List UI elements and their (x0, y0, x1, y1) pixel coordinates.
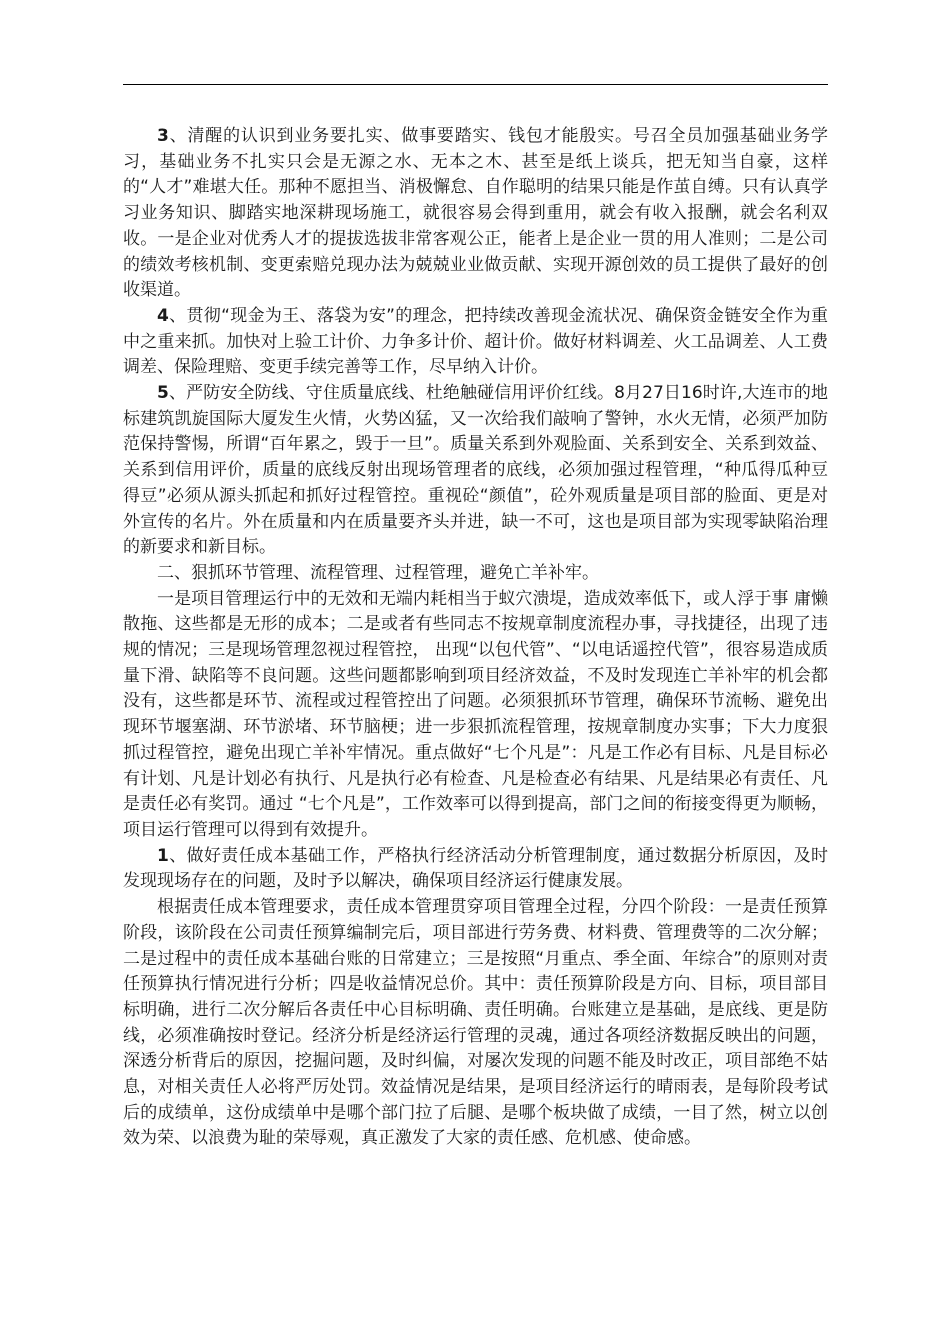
paragraph-text: 、贯彻“现金为王、落袋为安”的理念，把持续改善现金流状况、确保资金链安全作为重中之重来抓。加快对上验工计价、力争多计价、超计价。做好材料调差、火工品调差、人工费调差、保险理赔、变更手续完善等工作，尽早纳入计价。 (123, 305, 828, 378)
paragraph-text: 、做好责任成本基础工作，严格执行经济活动分析管理制度，通过数据分析原因，及时发现现场存在的问题，及时予以解决，确保项目经济运行健康发展。 (123, 845, 828, 892)
document-body (123, 124, 828, 1152)
paragraph-text: 一是项目管理运行中的无效和无端内耗相当于蚁穴溃堤，造成效率低下，或人浮于事 庸懒散拖、这些都是无形的成本；二是或者有些同志不按规章制度流程办事，寻找捷径，出现了违规的情况；三是现场管理忽视过程管控， 出现“以包代管”、“以电话遥控代管”，很容易造成质量下滑、缺陷等不良问题。这些问题都影响到项目经济效益，不及时发现连亡羊补牢的机会都没有，这些都是环节、流程或过程管控出了问题。必须狠抓环节管理，确保环节流畅、避免出现环节堰塞湖、环节淤堵、环节脑梗；进一步狠抓流程管理，按规章制度办实事；下大力度狠抓过程管控，避免出现亡羊补牢情况。重点做好“七个凡是”：凡是工作必有目标、凡是目标必有计划、凡是计划必有执行、凡是执行必有检查、凡是检查必有结果、凡是结果必有责任、凡是责任必有奖罚。通过 “七个凡是”，工作效率可以得到提高，部门之间的衔接变得更为顺畅，项目运行管理可以得到有效提升。 (123, 588, 828, 840)
paragraph-item-5 (123, 381, 828, 561)
paragraph-cost-management (123, 895, 828, 1152)
paragraph-section-2-body (123, 587, 828, 844)
header-rule (123, 84, 828, 85)
item-number: 3 (157, 126, 169, 146)
paragraph-text: 、严防安全防线、守住质量底线、杜绝触碰信用评价红线。8月27日16时许,大连市的地标建筑凯旋国际大厦发生火情，火势凶猛，又一次给我们敲响了警钟，水火无情，必须严加防范保持警惕，所谓“百年累之，毁于一旦”。质量关系到外观脸面、关系到安全、关系到效益、关系到信用评价，质量的底线反射出现场管理者的底线，必须加强过程管理，“种瓜得瓜种豆得豆”必须从源头抓起和抓好过程管控。重视砼“颜值”，砼外观质量是项目部的脸面、更是对外宣传的名片。外在质量和内在质量要齐头并进，缺一不可，这也是项目部为实现零缺陷治理的新要求和新目标。 (123, 383, 828, 558)
paragraph-item-4 (123, 304, 828, 381)
section-heading-2 (123, 561, 828, 587)
section-heading-text: 二、狠抓环节管理、流程管理、过程管理，避免亡羊补牢。 (157, 562, 599, 583)
item-number: 1 (157, 845, 169, 866)
item-number: 4 (157, 305, 169, 326)
paragraph-item-1 (123, 844, 828, 895)
item-number: 5 (157, 383, 169, 404)
paragraph-item-3 (123, 124, 828, 304)
paragraph-text: 、清醒的认识到业务要扎实、做事要踏实、钱包才能殷实。号召全员加强基础业务学习，基础业务不扎实只会是无源之水、无本之木、甚至是纸上谈兵，把无知当自豪，这样的“人才”难堪大任。那种不愿担当、消极懈怠、自作聪明的结果只能是作茧自缚。只有认真学习业务知识、脚踏实地深耕现场施工，就很容易会得到重用，就会有收入报酬，就会名利双收。一是企业对优秀人才的提拔选拔非常客观公正，能者上是企业一贯的用人准则；二是公司的绩效考核机制、变更索赔兑现办法为兢兢业业做贡献、实现开源创效的员工提供了最好的创收渠道。 (123, 126, 828, 301)
paragraph-text: 根据责任成本管理要求，责任成本管理贯穿项目管理全过程，分四个阶段：一是责任预算阶段，该阶段在公司责任预算编制完后，项目部进行劳务费、材料费、管理费等的二次分解；二是过程中的责任成本基础台账的日常建立；三是按照“月重点、季全面、年综合”的原则对责任预算执行情况进行分析；四是收益情况总价。其中：责任预算阶段是方向、目标，项目部目标明确，进行二次分解后各责任中心目标明确、责任明确。台账建立是基础，是底线、更是防线，必须准确按时登记。经济分析是经济运行管理的灵魂，通过各项经济数据反映出的问题，深透分析背后的原因，挖掘问题，及时纠偏，对屡次发现的问题不能及时改正，项目部绝不姑息，对相关责任人必将严厉处罚。效益情况是结果，是项目经济运行的晴雨表，是每阶段考试后的成绩单，这份成绩单中是哪个部门拉了后腿、是哪个板块做了成绩，一目了然，树立以创效为荣、以浪费为耻的荣辱观，真正激发了大家的责任感、危机感、使命感。 (123, 897, 828, 1149)
